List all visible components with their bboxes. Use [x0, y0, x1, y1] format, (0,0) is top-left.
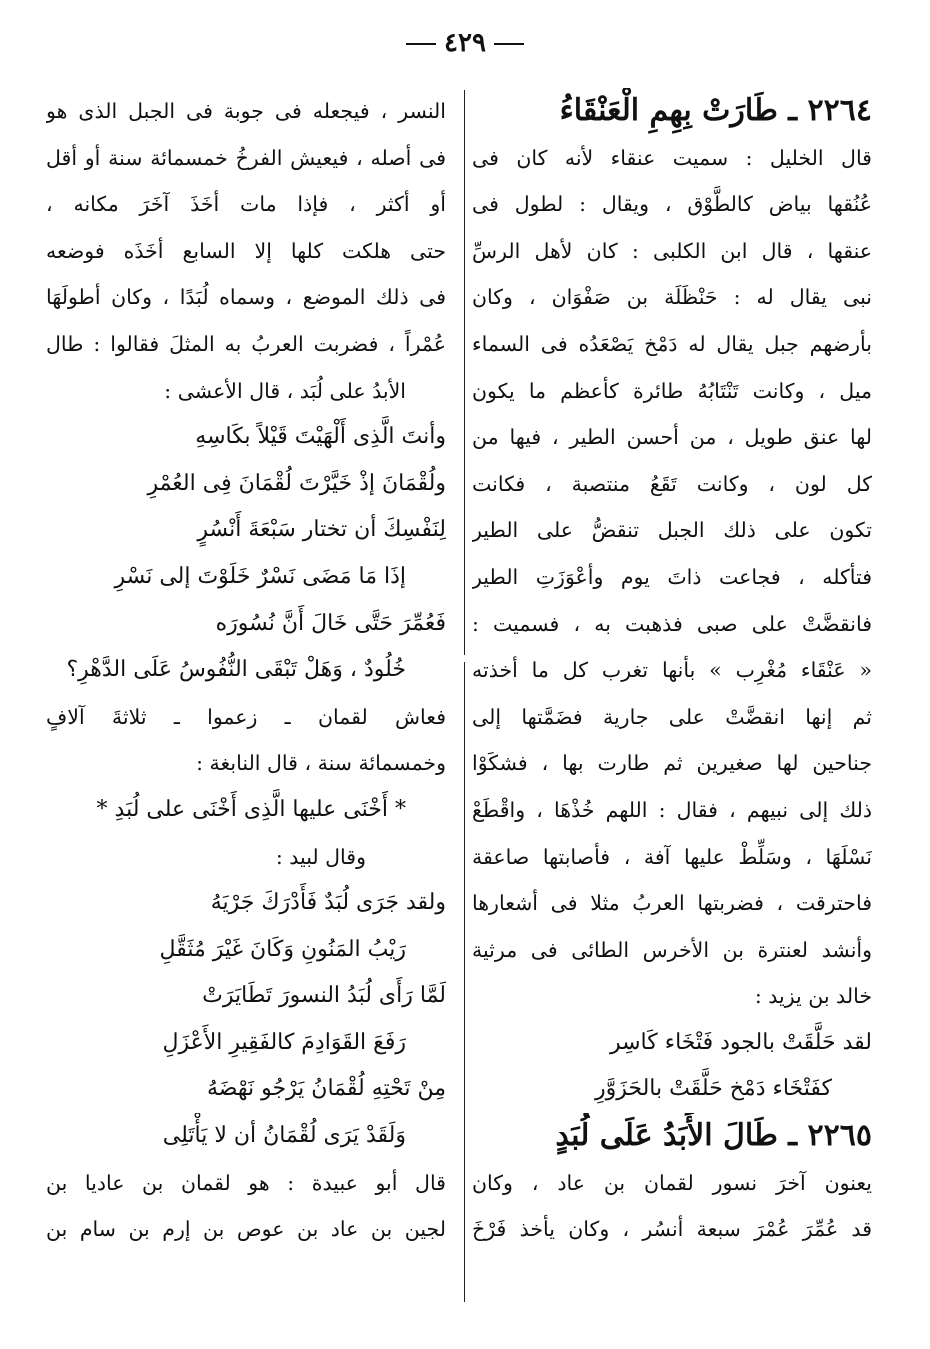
text-line: وقال لبيد : [275, 844, 366, 869]
dash-left [494, 43, 524, 45]
text-line: عُمْراً ، فضربت العربُ به المثلَ فقالوا : طال [46, 331, 446, 356]
text-line: فعاش لقمان ـ زعموا ـ ثلاثةَ آلافٍ [46, 704, 446, 729]
column-divider-upper [464, 90, 465, 655]
text-line: ذلك إلى نبيهم ، فقال : اللهم خُذْهَا ، واقْطَعْ [472, 797, 872, 822]
text-line: جناحين لها صغيرين ثم طارت بها ، فشكَوْا [472, 751, 872, 776]
text-line: وأنشد لعنترة بن الأخرس الطائى فى مرثية [472, 937, 872, 962]
text-line: قد عُمِّرَ عُمْرَ سبعة أنسُر ، وكان يأخذ فَرْخَ [472, 1217, 872, 1242]
proverb-heading: ٢٢٦٥ ـ طَالَ الأَبَدُ عَلَى لُبَدٍ [555, 1118, 872, 1154]
text-line: فتأكله ، فجاعت ذاتَ يوم وأعْوَزَتِ الطير [472, 564, 872, 589]
verse-line: لَمَّا رَأَى لُبَدُ النسورَ تَطَايَرَتْ [202, 983, 446, 1009]
proverb-heading: ٢٢٦٤ ـ طَارَتْ بِهِمِ الْعَنْقَاءُ [559, 93, 872, 128]
text-line: فانقضَّتْ على صبى فذهبت به ، فسميت : [472, 611, 872, 636]
text-line: خالد بن يزيد : [754, 984, 872, 1009]
text-line: يعنون آخرَ نسور لقمان بن عاد ، وكان [472, 1170, 872, 1195]
text-line: فى أصله ، فيعيش الفرخُ خمسمائة سنة أو أقل [46, 145, 446, 170]
verse-line: ولقد جَرَى لُبَدٌ فَأَدْرَكَ جَرْيَهُ [210, 890, 446, 916]
verse-line: خُلُودٌ ، وَهَلْ تَبْقَى النُّفُوسُ عَلَى الدَّهْرِ؟ [66, 657, 406, 683]
right-column [472, 88, 872, 1253]
verse-line: رَيْبُ المَنُونِ وَكَانَ غَيْرَ مُثَقَّلِ [159, 936, 406, 962]
text-line: الأبدُ على لُبَد ، قال الأعشى : [164, 378, 406, 403]
page-number-text: ٤٢٩ [444, 28, 486, 58]
verse-line: رَفَعَ القَوَادِمَ كالفَقِيرِ الأَعْزَلِ [162, 1029, 406, 1055]
verse-line: وَلَقَدْ يَرَى لُقْمَانُ أن لا يَأْتَلِى [162, 1123, 406, 1149]
verse-line: كفَتْخَاء دَمْخ حَلَّقَتْ بالحَزَوَّرِ [595, 1076, 832, 1102]
verse-line: وأنتَ الَّذِى أَلْهَيْتَ قَيْلاً بكَاسِهِ [195, 424, 446, 450]
text-line: ثم إنها انقضَّتْ على جارية فضَمَّتها إلى [472, 704, 872, 729]
left-column [46, 88, 446, 1253]
text-line: قال الخليل : سميت عنقاء لأنه كان فى [472, 145, 872, 170]
text-line: النسر ، فيجعله فى جوبة فى الجبل الذى هو [46, 99, 446, 123]
text-line: فاحترقت ، فضربتها العربُ مثلا فى أشعارها [472, 891, 872, 916]
verse-line: لقد حَلَّقَتْ بالجود فَتْخَاء كَاسِر [609, 1029, 872, 1055]
text-line: حتى هلكت كلها إلا السابع أخَذَه فوضعه [46, 238, 446, 263]
text-line: لجين بن عاد بن عوص بن إرم بن سام بن [46, 1217, 446, 1242]
text-line: ميل ، وكانت تَنْتَابُهُ طائرة كأعظم ما يكون [472, 378, 872, 403]
verse-line: لِنَفْسِكَ أن تختار سَبْعَةَ أَنْسُرٍ [197, 517, 446, 543]
text-line: قال أبو عبيدة : هو لقمان بن عاديا بن [46, 1170, 446, 1195]
dash-right [406, 43, 436, 45]
text-line: عنقها ، قال ابن الكلبى : كان لأهل الرسِّ [472, 238, 872, 263]
text-line: أو أكثر ، فإذا مات أخَذَ آخَرَ مكانه ، [46, 192, 446, 217]
text-line: كل لون ، وكانت تَقَعُ منتصبة ، فكانت [472, 471, 872, 496]
verse-line: ولُقْمَانَ إذْ خَيَّرْتَ لُقْمَانَ فِى العُمْرِ [147, 470, 446, 496]
page-number [0, 28, 930, 58]
verse-line: إذَا مَا مَضَى نَسْرٌ خَلَوْتَ إلى نَسْرِ [114, 563, 406, 589]
text-line: فى ذلك الموضع ، وسماه لُبَدًا ، وكان أطولَهَا [46, 285, 446, 310]
text-line: تكون على ذلك الجبل تنقضُّ على الطير [472, 518, 872, 543]
text-line: عُنُقها بياض كالطَّوْق ، ويقال : لطول فى [472, 192, 872, 217]
column-divider-lower [464, 662, 465, 1302]
text-line: بأرضهم جبل يقال له دَمْخ يَصْعَدُه فى السماء [472, 331, 872, 356]
text-line: نبى يقال له : حَنْظَلَة بن صَفْوَان ، وكان [472, 285, 872, 310]
text-line: نَسْلَهَا ، وسَلِّطْ عليها آفة ، فأصابتها صاعقة [472, 844, 872, 869]
text-line: لها عنق طويل ، من أحسن الطير ، فيها من [472, 425, 872, 450]
text-line: وخمسمائة سنة ، قال النابغة : [196, 751, 446, 776]
text-line: « عَنْقَاء مُغْرِب » بأنها تغرب كل ما أخذته [472, 658, 872, 683]
verse-line: مِنْ تَحْتِهِ لُقْمَانُ يَرْجُو نَهْضَهُ [206, 1076, 446, 1102]
verse-line: * أَخْنَى عليها الَّذِى أَخْنَى على لُبَدِ * [96, 796, 406, 822]
verse-line: فَعُمِّرَ حَتَّى خَالَ أَنَّ نُسُورَه [215, 610, 446, 636]
